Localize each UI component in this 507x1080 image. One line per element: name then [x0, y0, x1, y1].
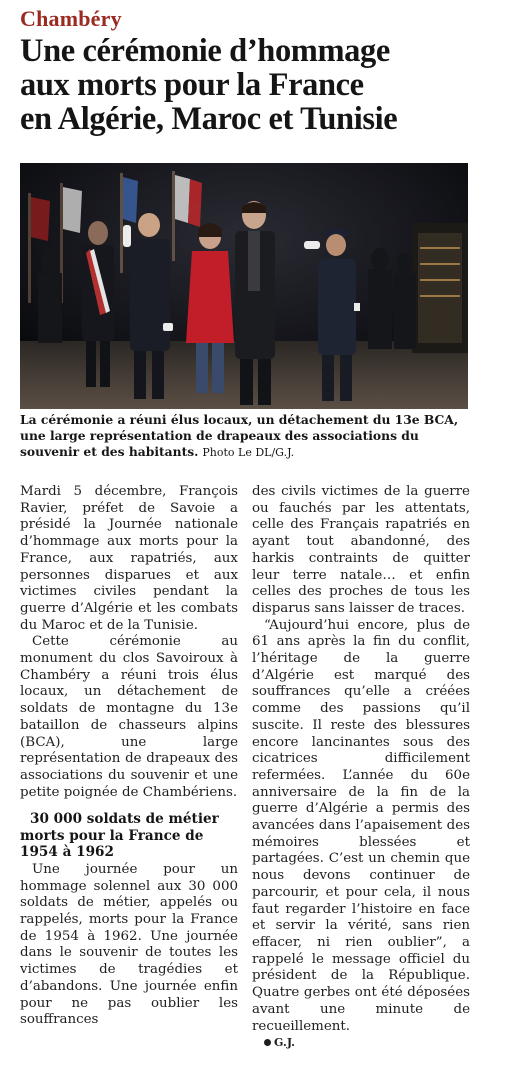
article-column-left — [20, 484, 238, 1029]
section-kicker: Chambéry — [20, 6, 122, 31]
paragraph-3: Une journée pour un hommage solennel aux 30 000 soldats de métier, appelés ou rappelés, morts pour la France de 1954 à 1962. Une journée dans le souvenir de toutes les victimes de tragédies et d’abandons. Une journée enfin pour ne pas oublier les souffrances — [20, 861, 238, 1028]
paragraph-2: Cette cérémonie au monument du clos Savoiroux à Chambéry a réuni trois élus locaux, un détachement de soldats de montagne du 13e bataillon de chasseurs alpins (BCA), une large représentation de drapeaux des associations du souvenir et une petite poignée de Chambériens. — [20, 634, 238, 800]
article-subhead: 30 000 soldats de métier morts pour la France de 1954 à 1962 — [20, 811, 219, 860]
paragraph-4: des civils victimes de la guerre ou fauchés par les attentats, celle des Français rapatriés en ayant tout abandonné, des harkis contraints de quitter leur terre natale… et enfin celles des proches de tous les disparus sans laisser de traces. — [252, 484, 470, 616]
article-photo — [20, 163, 468, 409]
headline-line-1: Une cérémonie d’hommage — [20, 33, 390, 69]
paragraph-1: Mardi 5 décembre, François Ravier, préfet de Savoie a présidé la Journée nationale d’hommage aux morts pour la France, aux rapatriés, aux personnes disparues et aux victimes civiles pendant la guerre d’Algérie et les combats du Maroc et de la Tunisie. — [20, 484, 238, 633]
photo-caption — [20, 412, 468, 462]
article-headline — [20, 34, 500, 136]
ceremony-photo-illustration — [20, 163, 468, 409]
signature-bullet-icon — [264, 1039, 271, 1046]
headline-line-2: aux morts pour la France — [20, 67, 364, 103]
signature-text: G.J. — [274, 1036, 296, 1050]
author-signature — [252, 1035, 470, 1052]
headline-line-3: en Algérie, Maroc et Tunisie — [20, 101, 398, 137]
caption-credit: Photo Le DL/G.J. — [202, 446, 295, 460]
article-column-right — [252, 484, 470, 1052]
caption-text: La cérémonie a réuni élus locaux, un détachement du 13e BCA, une large représentation de drapeaux des associations du souvenir et des habitants. — [20, 412, 459, 460]
paragraph-5: “Aujourd’hui encore, plus de 61 ans après la fin du conflit, l’héritage de la guerre d’Algérie est marqué des souffrances qu’elle a créées comme des passions qu’il suscite. Il reste des blessures encore lancinantes sous des cicatrices difficilement refermées. L’année du 60e anniversaire de la fin de la guerre d’Algérie a permis des avancées dans l’apaisement des mémoires blessées et partagées. C’est un chemin que nous devons continuer de parcourir, et pour cela, il nous faut regarder l’histoire en face et servir la vérité, sans rien effacer, ni rien oublier”, a rappelé le message officiel du président de la République. Quatre gerbes ont été déposées avant une minute de recueillement. — [252, 617, 470, 1034]
